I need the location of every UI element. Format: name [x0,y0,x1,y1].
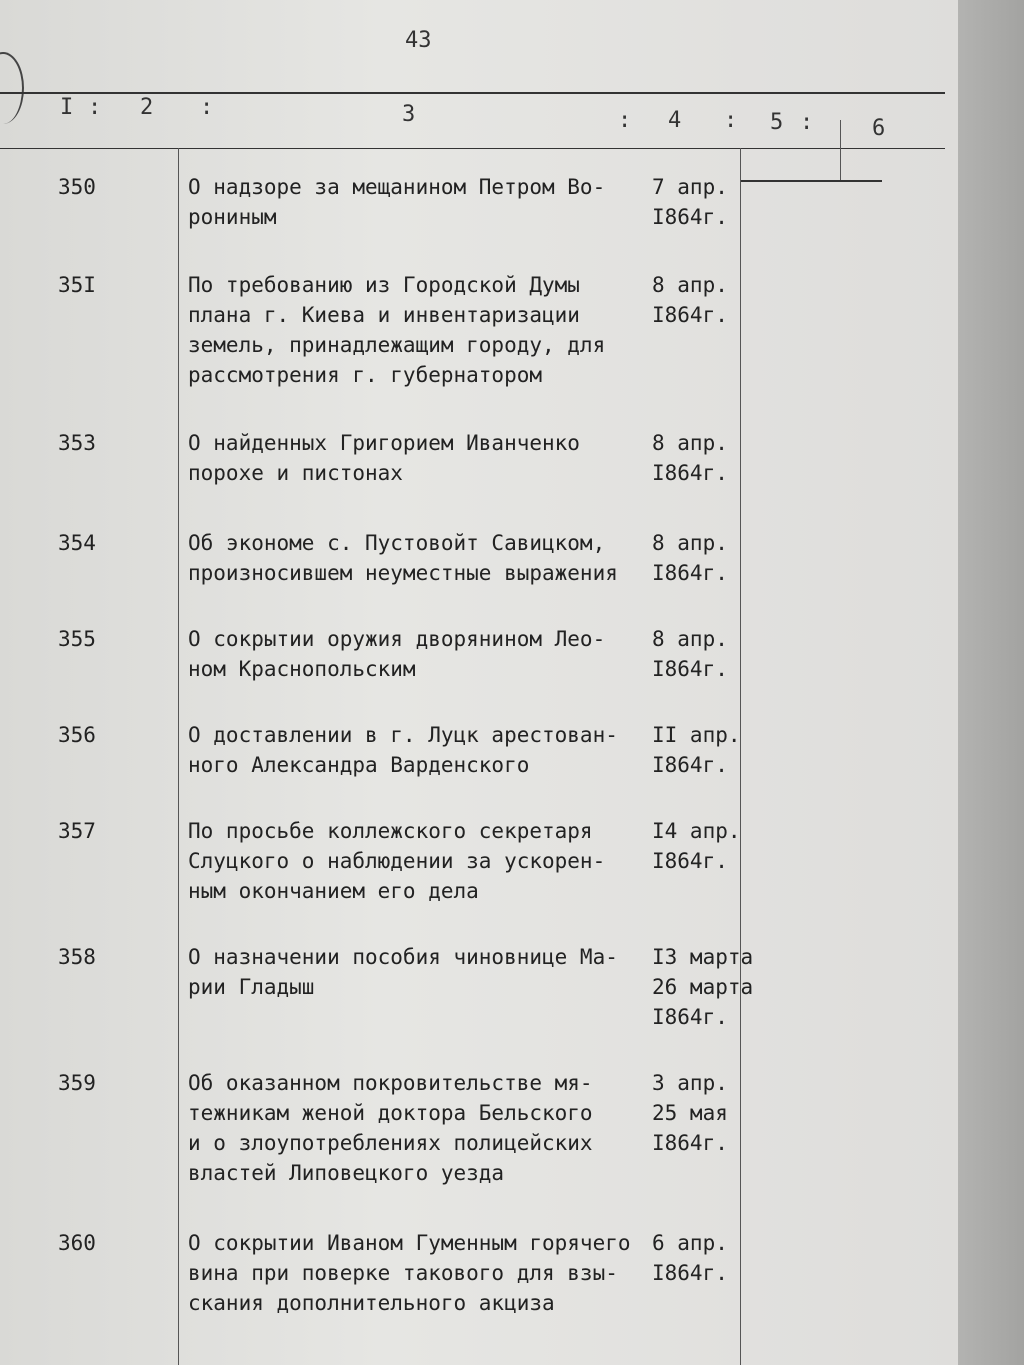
description-line: ного Александра Варденского [188,753,530,777]
date-line: I864г. [652,205,728,229]
header-top-rule [0,92,945,94]
record-description [188,942,648,1002]
record-date [652,270,762,330]
record-date [652,942,762,1032]
date-line: I864г. [652,461,728,485]
date-line: I3 марта [652,945,754,969]
record-description [188,816,648,906]
paper-curl [0,52,24,124]
next-page-edge [958,0,1024,1365]
description-line: О сокрытии оружия дворянином Лео- [188,627,606,651]
record-date [652,816,762,876]
date-line: I864г. [652,303,728,327]
record-number: 359 [58,1071,96,1095]
header-col-5: 5 [770,110,784,135]
description-line: О сокрытии Иваном Гуменным горячего [188,1231,631,1255]
record-description [188,428,648,488]
header-sep-2: : [200,95,214,120]
date-line: I864г. [652,849,728,873]
description-line: Слуцкого о наблюдении за ускорен- [188,849,606,873]
date-line: I4 апр. [652,819,741,843]
description-line: рониным [188,205,277,229]
date-line: I864г. [652,1261,728,1285]
date-line: II апр. [652,723,741,747]
description-line: земель, принадлежащим городу, для [188,333,606,357]
date-line: 8 апр. [652,627,728,651]
description-line: рассмотрения г. губернатором [188,363,543,387]
description-line: порохе и пистонах [188,461,403,485]
header-col-6: 6 [872,116,886,141]
record-description [188,528,648,588]
date-line: 3 апр. [652,1071,728,1095]
record-number: 356 [58,723,96,747]
record-date [652,1228,762,1288]
description-line: и о злоупотреблениях полицейских [188,1131,593,1155]
description-line: плана г. Киева и инвентаризации [188,303,580,327]
record-description [188,720,648,780]
date-line: I864г. [652,1131,728,1155]
record-number: 355 [58,627,96,651]
description-line: О доставлении в г. Луцк арестован- [188,723,618,747]
date-line: 6 апр. [652,1231,728,1255]
description-line: Об оказанном покровительстве мя- [188,1071,593,1095]
column-divider-6 [840,120,841,180]
record-description [188,1228,648,1318]
description-line: О назначении пособия чиновнице Ма- [188,945,618,969]
description-line: О найденных Григорием Иванченко [188,431,580,455]
description-line: рии Гладыш [188,975,315,999]
header-bottom-rule [0,148,945,149]
header-col-3: 3 [402,102,416,127]
record-description [188,270,648,390]
column-divider-left [178,148,179,1365]
date-line: I864г. [652,753,728,777]
description-line: По требованию из Городской Думы [188,273,580,297]
date-line: 25 мая [652,1101,728,1125]
header-col-2: 2 [140,95,154,120]
header-sep-1: : [88,95,102,120]
description-line: По просьбе коллежского секретаря [188,819,593,843]
record-date [652,624,762,684]
description-line: вина при поверке такового для взы- [188,1261,618,1285]
date-line: 8 апр. [652,531,728,555]
record-number: 35I [58,273,96,297]
header-col-4: 4 [668,108,682,133]
header-sep-5: : [800,110,814,135]
description-line: тежникам женой доктора Бельского [188,1101,593,1125]
description-line: властей Липовецкого уезда [188,1161,505,1185]
record-date [652,172,762,232]
date-line: 7 апр. [652,175,728,199]
date-line: I864г. [652,657,728,681]
description-line: ном Краснопольским [188,657,416,681]
record-date [652,428,762,488]
date-line: 8 апр. [652,431,728,455]
date-line: I864г. [652,561,728,585]
page-number: 43 [405,28,432,53]
record-description [188,624,648,684]
description-line: ным окончанием его дела [188,879,479,903]
record-number: 354 [58,531,96,555]
record-date [652,1068,762,1158]
record-number: 353 [58,431,96,455]
description-line: произносившем неуместные выражения [188,561,618,585]
record-number: 350 [58,175,96,199]
description-line: О надзоре за мещанином Петром Во- [188,175,606,199]
header-col-1: I [60,95,74,120]
description-line: Об экономе с. Пустовойт Савицком, [188,531,606,555]
date-line: 26 марта [652,975,754,999]
header-sep-3: : [618,108,632,133]
description-line: скания дополнительного акциза [188,1291,555,1315]
record-date [652,528,762,588]
record-number: 358 [58,945,96,969]
record-number: 360 [58,1231,96,1255]
date-line: I864г. [652,1005,728,1029]
date-line: 8 апр. [652,273,728,297]
record-description [188,172,648,232]
header-sep-4: : [724,108,738,133]
record-date [652,720,762,780]
record-description [188,1068,648,1188]
record-number: 357 [58,819,96,843]
